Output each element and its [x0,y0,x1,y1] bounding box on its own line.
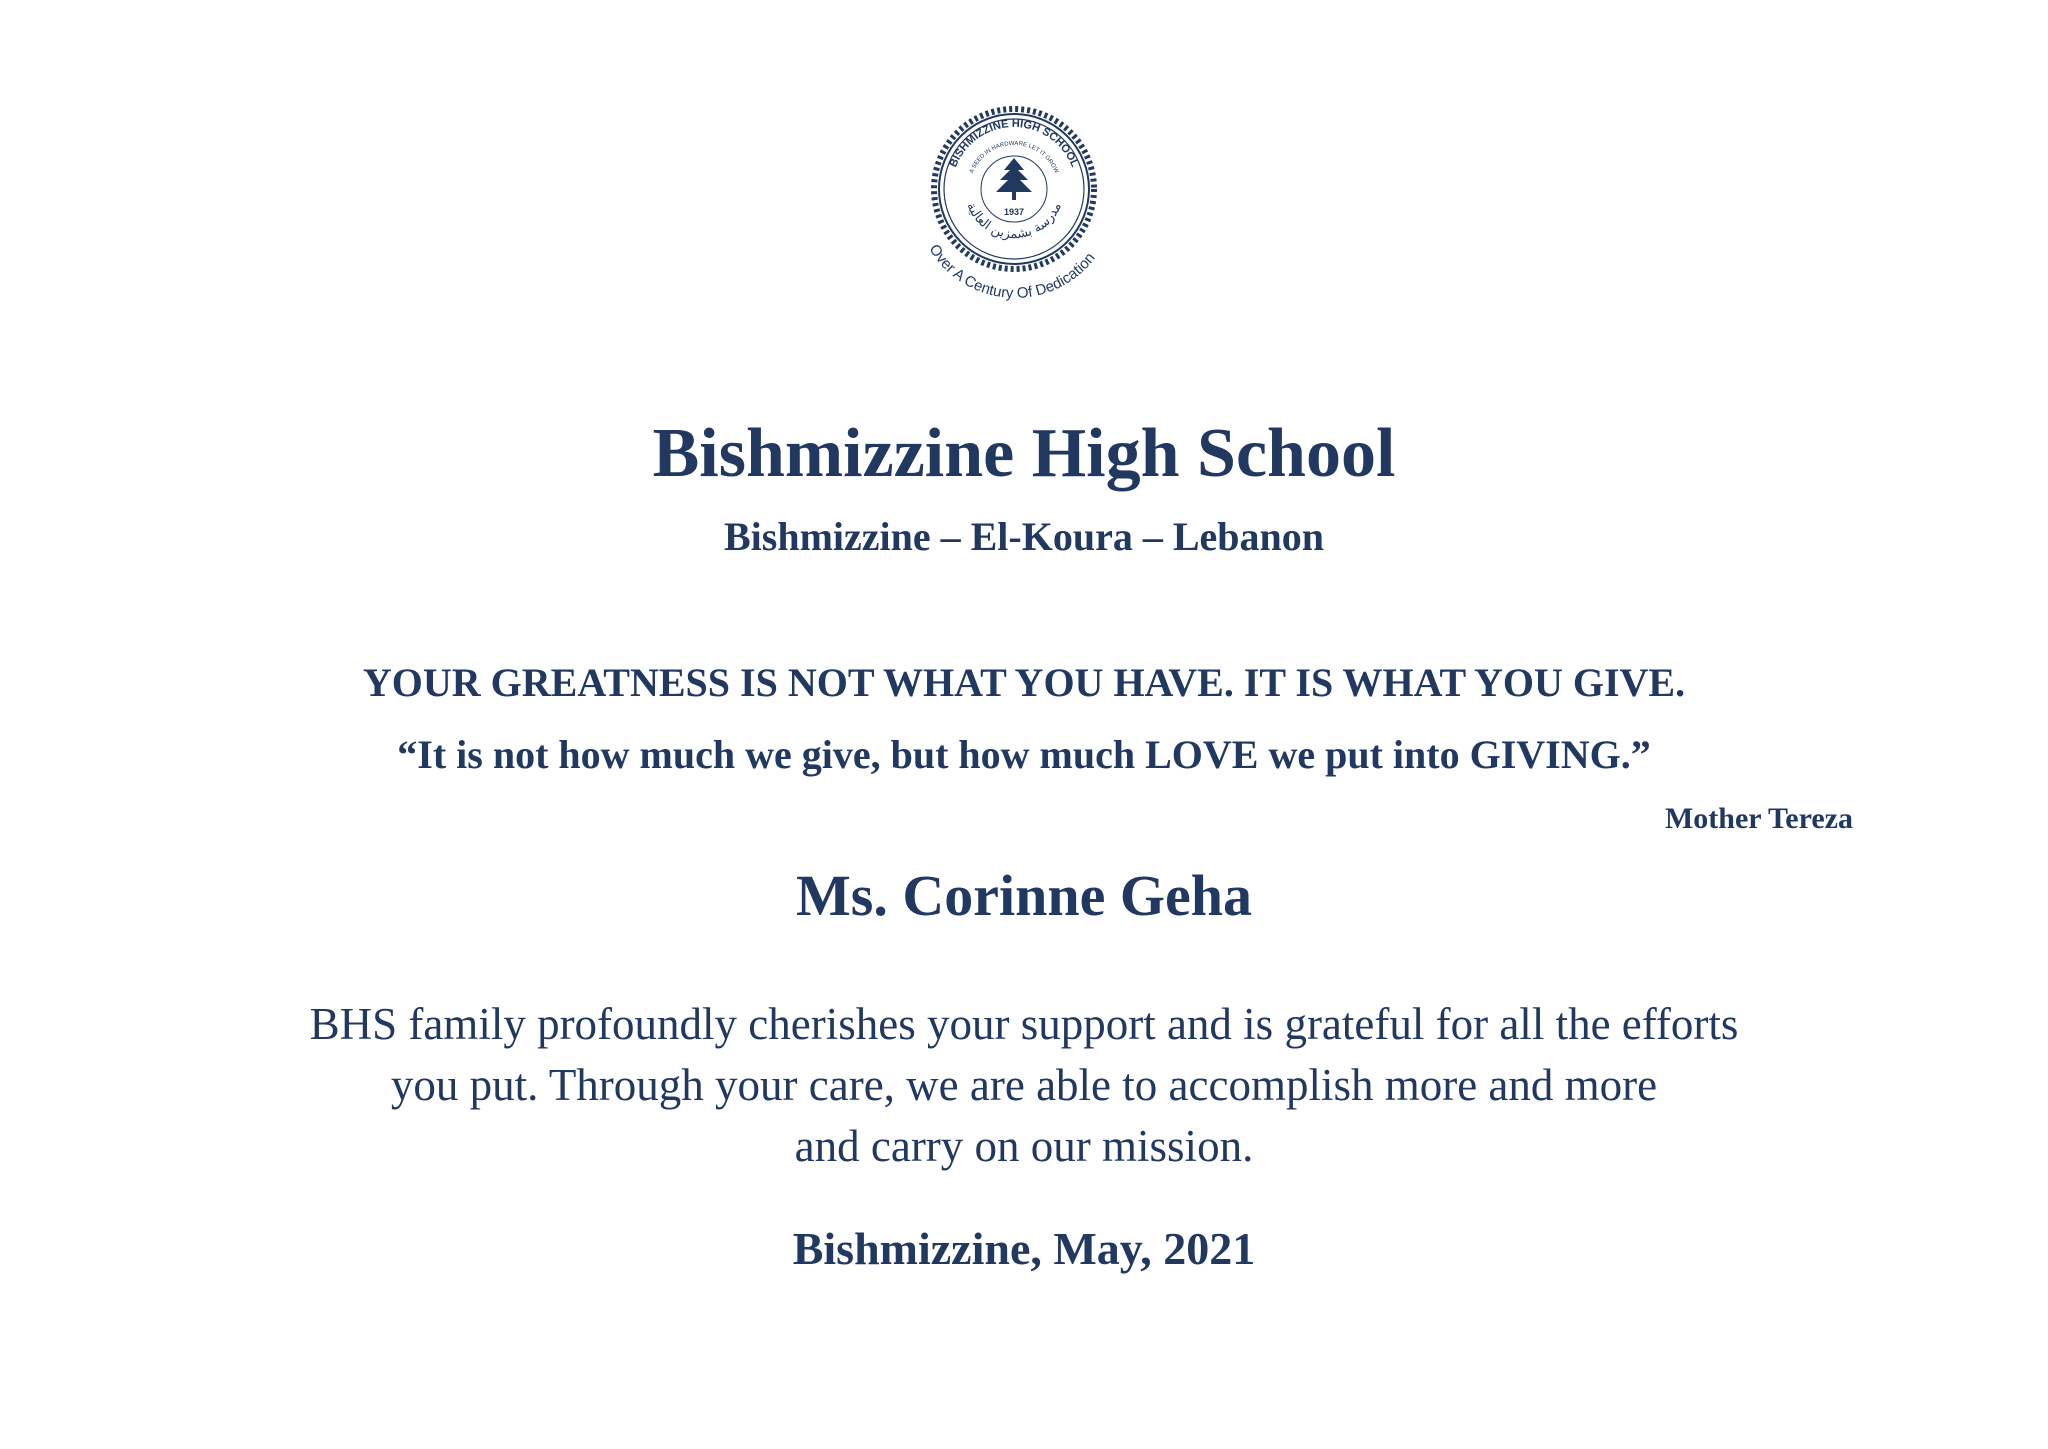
seal-inner-text: A SEED IN HARDWARE LET IT GROW [969,140,1059,175]
school-name: Bishmizzine High School [652,415,1396,492]
dateline: Bishmizzine, May, 2021 [792,1223,1256,1274]
seal-bottom-text: Over A Century Of Dedication [925,241,1099,303]
seal-top-text: BISHMIZZINE HIGH SCHOOL [947,117,1081,169]
recipient-name: Ms. Corinne Geha [796,863,1252,928]
seal-year: 1937 [1003,207,1025,217]
school-seal-logo [904,84,1144,334]
message-line: and carry on our mission. [794,1121,1254,1171]
motto: YOUR GREATNESS IS NOT WHAT YOU HAVE. IT IS WHAT YOU GIVE. [362,660,1686,705]
message-line: BHS family profoundly cherishes your support and is grateful for all the efforts [309,999,1739,1049]
cedar-tree-icon [996,158,1032,200]
quote-author: Mother Tereza [1664,802,1853,835]
seal-arabic-text: مدرسة بشمزين العالية [963,200,1065,243]
appreciation-message [150,994,1898,1177]
message-line: you put. Through your care, we are able to accomplish more and more [390,1060,1658,1110]
quote: “It is not how much we give, but how much LOVE we put into GIVING.” [397,732,1651,777]
school-location: Bishmizzine – El-Koura – Lebanon [723,514,1325,559]
